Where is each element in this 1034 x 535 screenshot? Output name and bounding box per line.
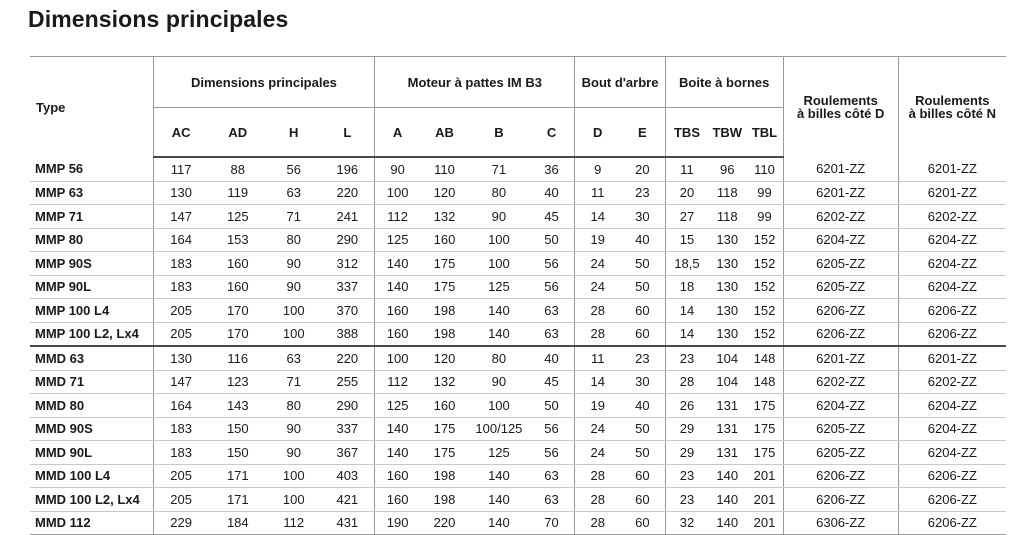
bearing-n-cell: 6204-ZZ bbox=[898, 394, 1006, 418]
cell-e: 23 bbox=[620, 181, 665, 205]
cell-tbl: 152 bbox=[746, 299, 783, 323]
bearing-d-header bbox=[783, 57, 898, 158]
type-cell: MMD 112 bbox=[30, 511, 153, 535]
cell-e: 30 bbox=[620, 205, 665, 229]
cell-ac: 205 bbox=[153, 488, 208, 512]
column-header-h: H bbox=[267, 108, 320, 158]
cell-b: 80 bbox=[469, 181, 529, 205]
bearing-d-cell: 6202-ZZ bbox=[783, 370, 898, 394]
cell-e: 50 bbox=[620, 441, 665, 465]
cell-tbl: 201 bbox=[746, 464, 783, 488]
cell-d: 24 bbox=[575, 441, 620, 465]
cell-ad: 88 bbox=[209, 157, 267, 181]
bearing-n-cell: 6206-ZZ bbox=[898, 511, 1006, 535]
cell-tbw: 131 bbox=[708, 394, 746, 418]
cell-l: 431 bbox=[320, 511, 374, 535]
column-header-c: C bbox=[529, 108, 575, 158]
cell-h: 100 bbox=[267, 322, 320, 346]
bearing-n-cell: 6201-ZZ bbox=[898, 346, 1006, 370]
bearing-d-cell: 6204-ZZ bbox=[783, 394, 898, 418]
cell-tbw: 131 bbox=[708, 417, 746, 441]
cell-b: 100 bbox=[469, 252, 529, 276]
cell-tbl: 152 bbox=[746, 322, 783, 346]
cell-ad: 153 bbox=[209, 228, 267, 252]
cell-a: 140 bbox=[375, 417, 420, 441]
cell-e: 60 bbox=[620, 299, 665, 323]
cell-d: 28 bbox=[575, 322, 620, 346]
type-cell: MMD 90S bbox=[30, 417, 153, 441]
cell-ab: 120 bbox=[420, 181, 469, 205]
cell-b: 125 bbox=[469, 441, 529, 465]
cell-h: 56 bbox=[267, 157, 320, 181]
bearing-d-line2: à billes côté D bbox=[796, 106, 885, 121]
cell-b: 100 bbox=[469, 228, 529, 252]
table-row bbox=[30, 181, 1006, 205]
cell-c: 50 bbox=[529, 394, 575, 418]
cell-l: 421 bbox=[320, 488, 374, 512]
cell-ac: 205 bbox=[153, 299, 208, 323]
cell-d: 19 bbox=[575, 228, 620, 252]
cell-e: 30 bbox=[620, 370, 665, 394]
bearing-n-cell: 6204-ZZ bbox=[898, 275, 1006, 299]
cell-tbs: 29 bbox=[665, 441, 708, 465]
cell-d: 9 bbox=[575, 157, 620, 181]
cell-tbs: 20 bbox=[665, 181, 708, 205]
cell-a: 160 bbox=[375, 464, 420, 488]
cell-a: 112 bbox=[375, 370, 420, 394]
cell-tbs: 14 bbox=[665, 299, 708, 323]
table-row bbox=[30, 228, 1006, 252]
bearing-d-cell: 6205-ZZ bbox=[783, 441, 898, 465]
cell-c: 40 bbox=[529, 346, 575, 370]
cell-ab: 220 bbox=[420, 511, 469, 535]
cell-tbw: 140 bbox=[708, 488, 746, 512]
cell-l: 388 bbox=[320, 322, 374, 346]
type-cell: MMP 56 bbox=[30, 157, 153, 181]
cell-c: 36 bbox=[529, 157, 575, 181]
cell-ad: 125 bbox=[209, 205, 267, 229]
cell-b: 90 bbox=[469, 205, 529, 229]
cell-a: 140 bbox=[375, 275, 420, 299]
bearing-n-cell: 6206-ZZ bbox=[898, 464, 1006, 488]
cell-a: 90 bbox=[375, 157, 420, 181]
cell-d: 28 bbox=[575, 299, 620, 323]
cell-ab: 198 bbox=[420, 322, 469, 346]
cell-e: 50 bbox=[620, 275, 665, 299]
cell-l: 255 bbox=[320, 370, 374, 394]
cell-h: 112 bbox=[267, 511, 320, 535]
cell-tbs: 18,5 bbox=[665, 252, 708, 276]
table-row bbox=[30, 252, 1006, 276]
type-cell: MMD 71 bbox=[30, 370, 153, 394]
column-header-d: D bbox=[575, 108, 620, 158]
type-cell: MMP 90S bbox=[30, 252, 153, 276]
bearing-d-cell: 6201-ZZ bbox=[783, 157, 898, 181]
cell-ad: 123 bbox=[209, 370, 267, 394]
cell-tbs: 15 bbox=[665, 228, 708, 252]
cell-e: 23 bbox=[620, 346, 665, 370]
cell-a: 125 bbox=[375, 394, 420, 418]
column-header-tbl: TBL bbox=[746, 108, 783, 158]
cell-ad: 170 bbox=[209, 299, 267, 323]
type-cell: MMP 63 bbox=[30, 181, 153, 205]
cell-d: 11 bbox=[575, 346, 620, 370]
cell-c: 45 bbox=[529, 370, 575, 394]
cell-l: 241 bbox=[320, 205, 374, 229]
cell-d: 14 bbox=[575, 205, 620, 229]
type-cell: MMD 100 L4 bbox=[30, 464, 153, 488]
cell-l: 220 bbox=[320, 181, 374, 205]
cell-tbw: 130 bbox=[708, 252, 746, 276]
cell-d: 24 bbox=[575, 252, 620, 276]
cell-tbs: 29 bbox=[665, 417, 708, 441]
table-row bbox=[30, 346, 1006, 370]
table-row bbox=[30, 441, 1006, 465]
bearing-d-cell: 6204-ZZ bbox=[783, 228, 898, 252]
cell-h: 71 bbox=[267, 205, 320, 229]
cell-l: 312 bbox=[320, 252, 374, 276]
bearing-d-cell: 6205-ZZ bbox=[783, 417, 898, 441]
cell-tbw: 130 bbox=[708, 299, 746, 323]
cell-c: 56 bbox=[529, 275, 575, 299]
bearing-n-cell: 6204-ZZ bbox=[898, 252, 1006, 276]
cell-l: 290 bbox=[320, 394, 374, 418]
cell-l: 370 bbox=[320, 299, 374, 323]
bearing-n-cell: 6206-ZZ bbox=[898, 488, 1006, 512]
cell-ac: 205 bbox=[153, 464, 208, 488]
cell-a: 160 bbox=[375, 299, 420, 323]
table-row bbox=[30, 157, 1006, 181]
cell-e: 50 bbox=[620, 417, 665, 441]
cell-c: 63 bbox=[529, 464, 575, 488]
table-row bbox=[30, 322, 1006, 346]
table-row bbox=[30, 205, 1006, 229]
cell-h: 90 bbox=[267, 441, 320, 465]
cell-h: 80 bbox=[267, 228, 320, 252]
cell-ab: 198 bbox=[420, 299, 469, 323]
cell-d: 14 bbox=[575, 370, 620, 394]
bearing-d-cell: 6206-ZZ bbox=[783, 488, 898, 512]
cell-h: 71 bbox=[267, 370, 320, 394]
cell-l: 337 bbox=[320, 275, 374, 299]
cell-tbl: 152 bbox=[746, 228, 783, 252]
column-header-a: A bbox=[375, 108, 420, 158]
group-header-foot-motor: Moteur à pattes IM B3 bbox=[375, 57, 575, 108]
cell-tbl: 148 bbox=[746, 370, 783, 394]
bearing-d-line1: Roulements bbox=[803, 93, 878, 108]
cell-tbl: 175 bbox=[746, 417, 783, 441]
cell-d: 28 bbox=[575, 511, 620, 535]
bearing-d-cell: 6205-ZZ bbox=[783, 252, 898, 276]
cell-h: 63 bbox=[267, 181, 320, 205]
type-cell: MMP 71 bbox=[30, 205, 153, 229]
cell-c: 56 bbox=[529, 252, 575, 276]
type-cell: MMD 63 bbox=[30, 346, 153, 370]
cell-e: 60 bbox=[620, 488, 665, 512]
cell-c: 63 bbox=[529, 322, 575, 346]
cell-tbl: 201 bbox=[746, 511, 783, 535]
cell-tbw: 140 bbox=[708, 464, 746, 488]
type-cell: MMP 100 L2, Lx4 bbox=[30, 322, 153, 346]
cell-c: 50 bbox=[529, 228, 575, 252]
cell-b: 140 bbox=[469, 322, 529, 346]
cell-tbw: 118 bbox=[708, 181, 746, 205]
cell-b: 140 bbox=[469, 511, 529, 535]
cell-h: 100 bbox=[267, 299, 320, 323]
cell-c: 56 bbox=[529, 441, 575, 465]
table-row bbox=[30, 488, 1006, 512]
cell-ac: 205 bbox=[153, 322, 208, 346]
type-cell: MMP 80 bbox=[30, 228, 153, 252]
group-header-terminal-box: Boite à bornes bbox=[665, 57, 783, 108]
bearing-d-cell: 6206-ZZ bbox=[783, 322, 898, 346]
cell-l: 220 bbox=[320, 346, 374, 370]
cell-b: 90 bbox=[469, 370, 529, 394]
table-row bbox=[30, 394, 1006, 418]
bearing-n-cell: 6206-ZZ bbox=[898, 322, 1006, 346]
cell-tbw: 118 bbox=[708, 205, 746, 229]
cell-b: 140 bbox=[469, 488, 529, 512]
group-header-shaft-end: Bout d'arbre bbox=[575, 57, 665, 108]
column-header-tbw: TBW bbox=[708, 108, 746, 158]
cell-b: 100 bbox=[469, 394, 529, 418]
cell-ab: 120 bbox=[420, 346, 469, 370]
cell-a: 160 bbox=[375, 488, 420, 512]
cell-h: 63 bbox=[267, 346, 320, 370]
type-header: Type bbox=[30, 57, 153, 158]
bearing-d-cell: 6201-ZZ bbox=[783, 181, 898, 205]
cell-tbl: 110 bbox=[746, 157, 783, 181]
cell-ac: 130 bbox=[153, 181, 208, 205]
cell-e: 50 bbox=[620, 252, 665, 276]
cell-d: 24 bbox=[575, 275, 620, 299]
cell-ad: 160 bbox=[209, 275, 267, 299]
bearing-d-cell: 6205-ZZ bbox=[783, 275, 898, 299]
cell-a: 140 bbox=[375, 441, 420, 465]
column-header-ad: AD bbox=[209, 108, 267, 158]
cell-tbs: 23 bbox=[665, 464, 708, 488]
cell-b: 80 bbox=[469, 346, 529, 370]
cell-h: 100 bbox=[267, 464, 320, 488]
cell-tbw: 131 bbox=[708, 441, 746, 465]
cell-tbw: 130 bbox=[708, 228, 746, 252]
bearing-n-cell: 6206-ZZ bbox=[898, 299, 1006, 323]
cell-ad: 171 bbox=[209, 464, 267, 488]
cell-ac: 183 bbox=[153, 417, 208, 441]
cell-ac: 229 bbox=[153, 511, 208, 535]
cell-c: 45 bbox=[529, 205, 575, 229]
cell-ad: 184 bbox=[209, 511, 267, 535]
bearing-n-cell: 6201-ZZ bbox=[898, 181, 1006, 205]
bearing-n-cell: 6202-ZZ bbox=[898, 205, 1006, 229]
cell-ab: 160 bbox=[420, 228, 469, 252]
cell-tbl: 152 bbox=[746, 252, 783, 276]
cell-tbw: 104 bbox=[708, 346, 746, 370]
cell-l: 196 bbox=[320, 157, 374, 181]
cell-tbl: 99 bbox=[746, 205, 783, 229]
bearing-d-cell: 6201-ZZ bbox=[783, 346, 898, 370]
cell-tbs: 32 bbox=[665, 511, 708, 535]
cell-e: 60 bbox=[620, 464, 665, 488]
cell-e: 60 bbox=[620, 511, 665, 535]
cell-h: 80 bbox=[267, 394, 320, 418]
cell-ad: 143 bbox=[209, 394, 267, 418]
cell-c: 70 bbox=[529, 511, 575, 535]
cell-tbl: 175 bbox=[746, 394, 783, 418]
bearing-n-cell: 6204-ZZ bbox=[898, 228, 1006, 252]
cell-b: 100/125 bbox=[469, 417, 529, 441]
table-row bbox=[30, 299, 1006, 323]
cell-b: 71 bbox=[469, 157, 529, 181]
cell-tbw: 104 bbox=[708, 370, 746, 394]
cell-ac: 183 bbox=[153, 441, 208, 465]
cell-a: 190 bbox=[375, 511, 420, 535]
column-header-tbs: TBS bbox=[665, 108, 708, 158]
cell-ac: 164 bbox=[153, 394, 208, 418]
cell-d: 11 bbox=[575, 181, 620, 205]
cell-ad: 119 bbox=[209, 181, 267, 205]
type-cell: MMD 80 bbox=[30, 394, 153, 418]
cell-ad: 170 bbox=[209, 322, 267, 346]
cell-tbw: 130 bbox=[708, 322, 746, 346]
cell-ab: 175 bbox=[420, 417, 469, 441]
table-row bbox=[30, 417, 1006, 441]
cell-tbw: 96 bbox=[708, 157, 746, 181]
cell-d: 28 bbox=[575, 488, 620, 512]
cell-tbs: 26 bbox=[665, 394, 708, 418]
cell-tbs: 18 bbox=[665, 275, 708, 299]
cell-b: 140 bbox=[469, 464, 529, 488]
bearing-n-cell: 6201-ZZ bbox=[898, 157, 1006, 181]
cell-h: 90 bbox=[267, 252, 320, 276]
table-row bbox=[30, 511, 1006, 535]
cell-ac: 183 bbox=[153, 275, 208, 299]
cell-ab: 198 bbox=[420, 464, 469, 488]
cell-ab: 110 bbox=[420, 157, 469, 181]
cell-ac: 147 bbox=[153, 205, 208, 229]
cell-ad: 160 bbox=[209, 252, 267, 276]
cell-b: 125 bbox=[469, 275, 529, 299]
column-header-e: E bbox=[620, 108, 665, 158]
cell-tbl: 152 bbox=[746, 275, 783, 299]
cell-ab: 132 bbox=[420, 370, 469, 394]
bearing-n-cell: 6202-ZZ bbox=[898, 370, 1006, 394]
cell-h: 90 bbox=[267, 275, 320, 299]
bearing-d-cell: 6206-ZZ bbox=[783, 464, 898, 488]
cell-tbw: 130 bbox=[708, 275, 746, 299]
cell-ac: 130 bbox=[153, 346, 208, 370]
cell-e: 40 bbox=[620, 228, 665, 252]
cell-a: 100 bbox=[375, 346, 420, 370]
bearing-n-cell: 6204-ZZ bbox=[898, 441, 1006, 465]
table-row bbox=[30, 464, 1006, 488]
cell-a: 125 bbox=[375, 228, 420, 252]
cell-e: 20 bbox=[620, 157, 665, 181]
cell-a: 160 bbox=[375, 322, 420, 346]
cell-c: 63 bbox=[529, 488, 575, 512]
cell-tbs: 23 bbox=[665, 488, 708, 512]
type-cell: MMD 100 L2, Lx4 bbox=[30, 488, 153, 512]
bearing-d-cell: 6206-ZZ bbox=[783, 299, 898, 323]
cell-tbs: 23 bbox=[665, 346, 708, 370]
cell-e: 60 bbox=[620, 322, 665, 346]
cell-ac: 117 bbox=[153, 157, 208, 181]
cell-ac: 164 bbox=[153, 228, 208, 252]
cell-h: 100 bbox=[267, 488, 320, 512]
table-row bbox=[30, 275, 1006, 299]
cell-tbl: 175 bbox=[746, 441, 783, 465]
cell-a: 112 bbox=[375, 205, 420, 229]
column-header-l: L bbox=[320, 108, 374, 158]
cell-tbw: 140 bbox=[708, 511, 746, 535]
group-header-main-dimensions: Dimensions principales bbox=[153, 57, 375, 108]
cell-ad: 171 bbox=[209, 488, 267, 512]
cell-tbs: 28 bbox=[665, 370, 708, 394]
cell-ab: 175 bbox=[420, 252, 469, 276]
cell-d: 28 bbox=[575, 464, 620, 488]
cell-tbl: 99 bbox=[746, 181, 783, 205]
cell-b: 140 bbox=[469, 299, 529, 323]
cell-l: 367 bbox=[320, 441, 374, 465]
bearing-n-cell: 6204-ZZ bbox=[898, 417, 1006, 441]
dimensions-table bbox=[30, 56, 1006, 535]
type-cell: MMP 100 L4 bbox=[30, 299, 153, 323]
bearing-n-line1: Roulements bbox=[915, 93, 990, 108]
cell-ac: 147 bbox=[153, 370, 208, 394]
cell-l: 337 bbox=[320, 417, 374, 441]
cell-tbl: 201 bbox=[746, 488, 783, 512]
cell-a: 140 bbox=[375, 252, 420, 276]
cell-tbl: 148 bbox=[746, 346, 783, 370]
cell-ad: 150 bbox=[209, 417, 267, 441]
cell-tbs: 14 bbox=[665, 322, 708, 346]
cell-e: 40 bbox=[620, 394, 665, 418]
bearing-n-header bbox=[898, 57, 1006, 158]
table-row bbox=[30, 370, 1006, 394]
page-title: Dimensions principales bbox=[28, 6, 289, 32]
column-header-ab: AB bbox=[420, 108, 469, 158]
cell-h: 90 bbox=[267, 417, 320, 441]
cell-a: 100 bbox=[375, 181, 420, 205]
type-cell: MMD 90L bbox=[30, 441, 153, 465]
cell-tbs: 27 bbox=[665, 205, 708, 229]
cell-l: 403 bbox=[320, 464, 374, 488]
bearing-d-cell: 6202-ZZ bbox=[783, 205, 898, 229]
bearing-n-line2: à billes côté N bbox=[908, 106, 997, 121]
cell-ab: 160 bbox=[420, 394, 469, 418]
cell-ad: 150 bbox=[209, 441, 267, 465]
cell-l: 290 bbox=[320, 228, 374, 252]
type-cell: MMP 90L bbox=[30, 275, 153, 299]
cell-c: 40 bbox=[529, 181, 575, 205]
column-header-b: B bbox=[469, 108, 529, 158]
cell-d: 24 bbox=[575, 417, 620, 441]
cell-ac: 183 bbox=[153, 252, 208, 276]
cell-d: 19 bbox=[575, 394, 620, 418]
cell-c: 63 bbox=[529, 299, 575, 323]
cell-ab: 132 bbox=[420, 205, 469, 229]
cell-c: 56 bbox=[529, 417, 575, 441]
column-header-ac: AC bbox=[153, 108, 208, 158]
cell-ab: 198 bbox=[420, 488, 469, 512]
bearing-d-cell: 6306-ZZ bbox=[783, 511, 898, 535]
cell-ad: 116 bbox=[209, 346, 267, 370]
cell-ab: 175 bbox=[420, 441, 469, 465]
cell-ab: 175 bbox=[420, 275, 469, 299]
cell-tbs: 11 bbox=[665, 157, 708, 181]
